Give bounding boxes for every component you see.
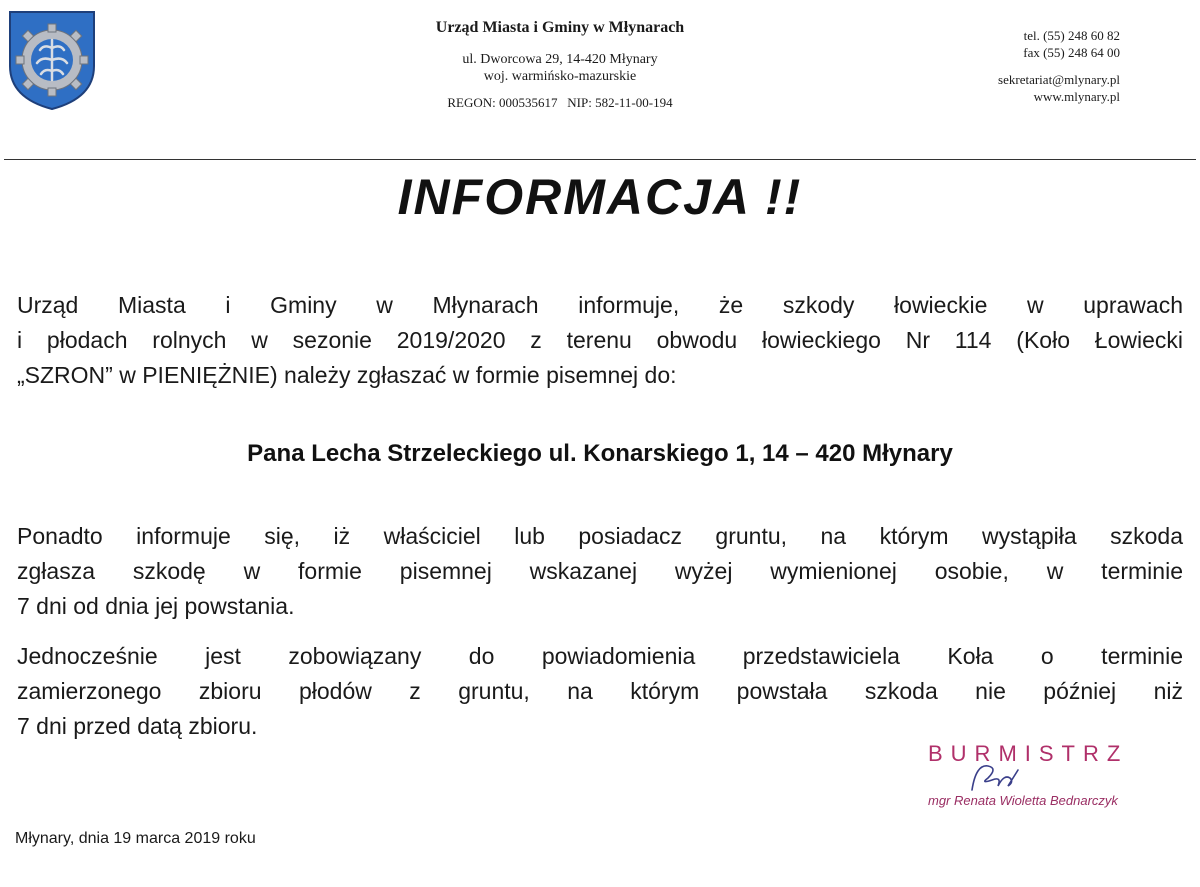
addressee: Pana Lecha Strzeleckiego ul. Konarskiego 1, 14 – 420 Młynary	[247, 440, 953, 467]
paragraph-intro-line-2: i płodach rolnych w sezonie 2019/2020 z terenu obwodu łowieckiego Nr 114 (Koło Łowiecki	[17, 327, 1183, 353]
email-address: sekretariat@mlynary.pl	[998, 72, 1120, 87]
paragraph-harvest-line-3: 7 dni przed datą zbioru.	[17, 713, 258, 739]
mayor-name: mgr Renata Wioletta Bednarczyk	[928, 793, 1118, 808]
office-address	[310, 51, 810, 85]
office-name: Urząd Miasta i Gminy w Młynarach	[435, 19, 685, 36]
address-region: woj. warmińsko-mazurskie	[483, 69, 637, 84]
handwritten-signature-icon	[958, 756, 1028, 796]
website-address: www.mlynary.pl	[1033, 89, 1120, 104]
paragraph-owner-obligation	[17, 519, 1183, 624]
phone-number: tel. (55) 248 60 82	[1023, 28, 1120, 43]
paragraph-harvest-line-2: zamierzonego zbioru płodów z gruntu, na którym powstała szkoda nie później niż	[17, 678, 1183, 704]
paragraph-harvest-line-1: Jednocześnie jest zobowiązany do powiadomienia przedstawiciela Koła o terminie	[17, 643, 1183, 669]
paragraph-intro	[17, 288, 1183, 393]
header-divider	[4, 159, 1196, 160]
paragraph-owner-line-2: zgłasza szkodę w formie pisemnej wskazanej wyżej wymienionej osobie, w terminie	[17, 558, 1183, 584]
paragraph-owner-line-1: Ponadto informuje się, iż właściciel lub posiadacz gruntu, na którym wystąpiła szkoda	[17, 523, 1183, 549]
coat-of-arms-icon	[6, 8, 98, 112]
mayor-stamp-title: BURMISTRZ	[928, 741, 1129, 766]
address-street: ul. Dworcowa 29, 14-420 Młynary	[462, 52, 658, 67]
document-title: INFORMACJA !!	[397, 169, 803, 225]
paragraph-harvest-notice	[17, 639, 1183, 744]
fax-number: fax (55) 248 64 00	[1023, 45, 1120, 60]
paragraph-intro-line-1: Urząd Miasta i Gminy w Młynarach informuje, że szkody łowieckie w uprawach	[17, 292, 1183, 318]
contact-phones	[1023, 27, 1120, 61]
office-registration-ids: REGON: 000535617 NIP: 582-11-00-194	[447, 95, 673, 110]
place-and-date: Młynary, dnia 19 marca 2019 roku	[15, 830, 256, 847]
contact-web	[998, 71, 1120, 105]
paragraph-intro-line-3: „SZRON” w PIENIĘŻNIE) należy zgłaszać w formie pisemnej do:	[17, 362, 677, 388]
paragraph-owner-line-3: 7 dni od dnia jej powstania.	[17, 593, 295, 619]
